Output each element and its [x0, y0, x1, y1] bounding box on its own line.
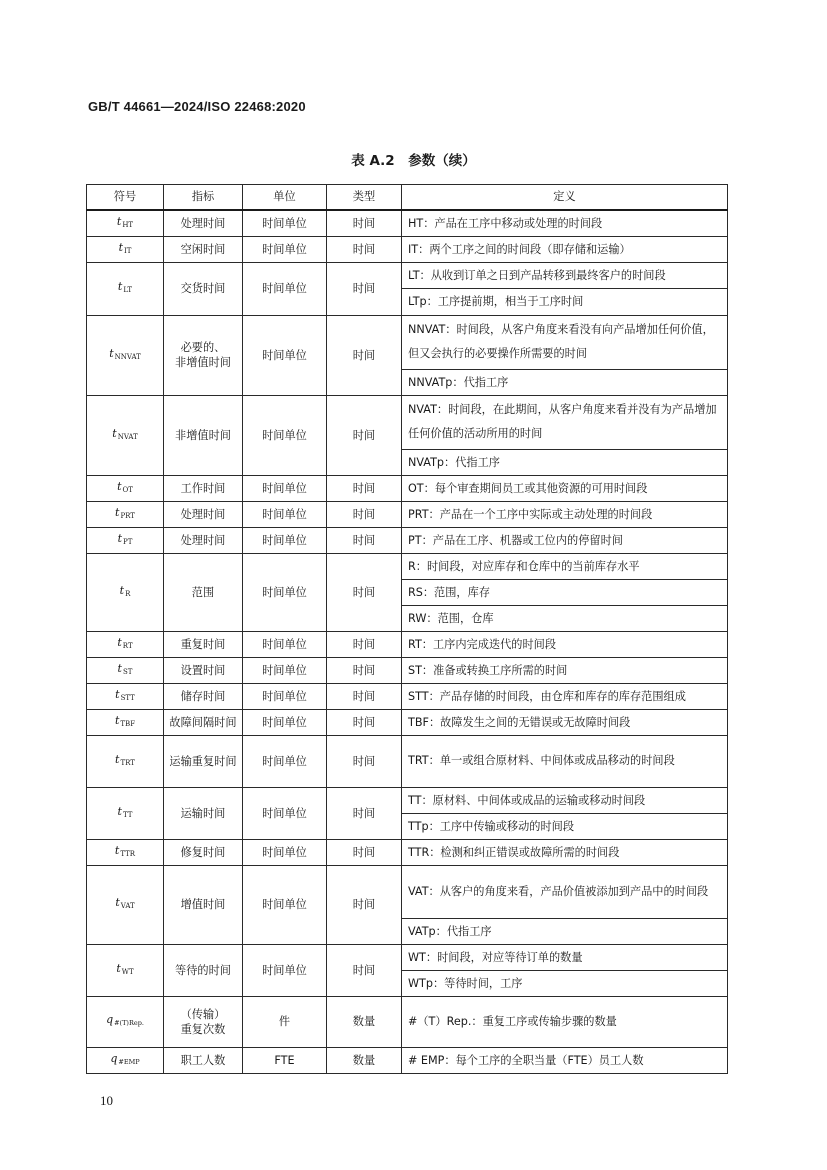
table-row [87, 553, 728, 579]
unit-cell: FTE [243, 1047, 327, 1073]
symbol-subscript: PRT [120, 511, 135, 520]
unit-cell: 时间单位 [243, 553, 327, 631]
table-body [87, 210, 728, 1074]
unit-cell: 时间单位 [243, 683, 327, 709]
definition-cell: OT：每个审查期间员工或其他资源的可用时间段 [402, 475, 728, 501]
type-cell: 时间 [327, 631, 402, 657]
indicator-text: 工作时间 [180, 481, 226, 495]
symbol-base: t [115, 752, 120, 766]
symbol-cell [87, 395, 164, 475]
indicator-cell [164, 395, 243, 475]
symbol-cell [87, 709, 164, 735]
type-cell: 时间 [327, 210, 402, 237]
definition-cell: VATp：代指工序 [402, 918, 728, 944]
definition-cell: WTp：等待时间，工序 [402, 970, 728, 996]
symbol-subscript: PT [123, 537, 133, 546]
indicator-text: 重复时间 [180, 637, 226, 651]
indicator-cell [164, 501, 243, 527]
indicator-text: 必要的、 非增值时间 [175, 341, 231, 369]
type-cell: 时间 [327, 787, 402, 839]
indicator-cell [164, 735, 243, 787]
definition-cell: RW：范围，仓库 [402, 605, 728, 631]
definition-cell: WT：时间段，对应等待订单的数量 [402, 944, 728, 970]
definition-cell: R：时间段，对应库存和仓库中的当前库存水平 [402, 553, 728, 579]
symbol-cell [87, 735, 164, 787]
definition-cell: RT：工序内完成迭代的时间段 [402, 631, 728, 657]
type-cell: 数量 [327, 996, 402, 1047]
table-row [87, 236, 728, 262]
unit-cell: 时间单位 [243, 475, 327, 501]
definition-cell: STT：产品存储的时间段，由仓库和库存的库存范围组成 [402, 683, 728, 709]
unit-cell: 时间单位 [243, 501, 327, 527]
indicator-text: 处理时间 [180, 216, 226, 230]
definition-cell: # EMP：每个工序的全职当量（FTE）员工人数 [402, 1047, 728, 1073]
table-row [87, 631, 728, 657]
definition-cell: NVATp：代指工序 [402, 449, 728, 475]
table-row [87, 787, 728, 813]
symbol-cell [87, 501, 164, 527]
type-cell: 时间 [327, 865, 402, 944]
unit-cell: 时间单位 [243, 839, 327, 865]
indicator-cell [164, 475, 243, 501]
unit-cell: 时间单位 [243, 709, 327, 735]
indicator-cell [164, 683, 243, 709]
indicator-text: 处理时间 [180, 533, 226, 547]
type-cell: 时间 [327, 709, 402, 735]
type-cell: 时间 [327, 735, 402, 787]
definition-cell: HT：产品在工序中移动或处理的时间段 [402, 210, 728, 237]
symbol-subscript: STT [120, 693, 135, 702]
symbol-base: t [119, 583, 125, 597]
indicator-cell [164, 839, 243, 865]
indicator-text: （传输） 重复次数 [180, 1007, 226, 1036]
symbol-cell [87, 553, 164, 631]
table-row [87, 865, 728, 918]
table-row [87, 395, 728, 449]
definition-cell: VAT：从客户的角度来看，产品价值被添加到产品中的时间段 [402, 865, 728, 918]
unit-cell: 时间单位 [243, 210, 327, 237]
symbol-base: t [114, 843, 120, 857]
indicator-text: 职工人数 [180, 1053, 226, 1067]
symbol-subscript: HT [122, 220, 134, 229]
table-row [87, 839, 728, 865]
symbol-subscript: NNVAT [114, 352, 141, 361]
table-header-row [87, 185, 728, 210]
indicator-cell [164, 1047, 243, 1073]
symbol-cell [87, 996, 164, 1047]
type-cell: 数量 [327, 1047, 402, 1073]
indicator-cell [164, 262, 243, 315]
table-row [87, 657, 728, 683]
table-row [87, 709, 728, 735]
symbol-base: t [117, 280, 123, 293]
indicator-cell [164, 631, 243, 657]
indicator-cell [164, 236, 243, 262]
definition-cell: NNVAT：时间段，从客户角度来看没有向产品增加任何价值，但又会执行的必要操作所需要的时间 [402, 315, 728, 369]
symbol-subscript: WT [121, 967, 134, 976]
definition-cell: PT：产品在工序、机器或工位内的停留时间 [402, 527, 728, 553]
standard-code-header: GB/T 44661—2024/ISO 22468:2020 [88, 99, 306, 114]
indicator-cell [164, 944, 243, 996]
symbol-cell [87, 315, 164, 395]
indicator-text: 范围 [191, 585, 215, 599]
definition-cell: TT：原材料、中间体或成品的运输或移动时间段 [402, 787, 728, 813]
indicator-cell [164, 865, 243, 944]
symbol-subscript: IT [123, 246, 132, 255]
indicator-text: 设置时间 [180, 663, 226, 677]
type-cell: 时间 [327, 501, 402, 527]
indicator-text: 修复时间 [180, 845, 226, 859]
indicator-cell [164, 553, 243, 631]
indicator-cell [164, 210, 243, 237]
symbol-base: t [117, 479, 122, 493]
unit-cell: 时间单位 [243, 236, 327, 262]
unit-cell: 时间单位 [243, 865, 327, 944]
indicator-text: 增值时间 [180, 898, 226, 911]
symbol-cell [87, 839, 164, 865]
table-row [87, 501, 728, 527]
indicator-text: 运输重复时间 [169, 754, 237, 768]
type-cell: 时间 [327, 839, 402, 865]
symbol-subscript: NVAT [117, 432, 138, 441]
symbol-subscript: #(T)Rep. [114, 1019, 144, 1027]
table-row [87, 210, 728, 237]
indicator-text: 储存时间 [180, 689, 226, 703]
symbol-base: t [114, 713, 120, 727]
indicator-cell [164, 996, 243, 1047]
symbol-subscript: TBF [120, 719, 136, 728]
unit-cell: 时间单位 [243, 735, 327, 787]
table-row [87, 262, 728, 288]
symbol-subscript: LT [123, 286, 133, 294]
table-row [87, 735, 728, 787]
symbol-cell [87, 865, 164, 944]
symbol-cell [87, 631, 164, 657]
indicator-text: 等待的时间 [175, 963, 231, 977]
symbol-base: t [109, 346, 114, 360]
symbol-subscript: TTR [120, 849, 136, 858]
type-cell: 时间 [327, 475, 402, 501]
unit-cell: 时间单位 [243, 787, 327, 839]
symbol-cell [87, 657, 164, 683]
type-cell: 时间 [327, 527, 402, 553]
unit-cell: 时间单位 [243, 944, 327, 996]
definition-cell: NNVATp：代指工序 [402, 369, 728, 395]
symbol-subscript: ST [122, 667, 133, 676]
definition-cell: TTp：工序中传输或移动的时间段 [402, 813, 728, 839]
type-cell: 时间 [327, 315, 402, 395]
symbol-base: t [115, 505, 120, 519]
definition-cell: TBF：故障发生之间的无错误或无故障时间段 [402, 709, 728, 735]
symbol-base: t [117, 635, 122, 649]
unit-cell: 时间单位 [243, 262, 327, 315]
symbol-cell [87, 262, 164, 315]
type-cell: 时间 [327, 944, 402, 996]
column-header-type: 类型 [327, 185, 402, 210]
symbol-base: t [117, 661, 122, 675]
definition-cell: TTR：检测和纠正错误或故障所需的时间段 [402, 839, 728, 865]
symbol-cell [87, 236, 164, 262]
symbol-cell [87, 683, 164, 709]
symbol-cell [87, 475, 164, 501]
table-title: 表 A.2 参数（续） [351, 153, 476, 169]
definition-cell: #（T）Rep.：重复工序或传输步骤的数量 [402, 996, 728, 1047]
table-row [87, 1047, 728, 1073]
symbol-cell [87, 787, 164, 839]
indicator-cell [164, 315, 243, 395]
type-cell: 时间 [327, 236, 402, 262]
symbol-base: t [116, 961, 121, 975]
unit-cell: 时间单位 [243, 315, 327, 395]
type-cell: 时间 [327, 262, 402, 315]
table-row [87, 944, 728, 970]
indicator-text: 处理时间 [180, 507, 226, 521]
type-cell: 时间 [327, 657, 402, 683]
type-cell: 时间 [327, 553, 402, 631]
indicator-cell [164, 527, 243, 553]
symbol-base: t [116, 214, 122, 228]
indicator-text: 故障间隔时间 [169, 715, 237, 729]
table-row [87, 683, 728, 709]
indicator-text: 交货时间 [180, 282, 226, 295]
column-header-definition: 定义 [402, 185, 728, 210]
symbol-base: t [115, 687, 120, 701]
symbol-base: t [117, 531, 123, 545]
symbol-cell [87, 944, 164, 996]
indicator-cell [164, 709, 243, 735]
symbol-base: q [106, 1013, 114, 1026]
definition-cell: RS：范围，库存 [402, 579, 728, 605]
table-row [87, 996, 728, 1047]
definition-cell: LT：从收到订单之日到产品转移到最终客户的时间段 [402, 262, 728, 288]
parameters-table [86, 184, 728, 1074]
type-cell: 时间 [327, 395, 402, 475]
table-row [87, 315, 728, 369]
symbol-subscript: OT [122, 485, 133, 494]
indicator-text: 运输时间 [180, 806, 226, 820]
definition-cell: NVAT：时间段，在此期间，从客户角度来看并没有为产品增加任何价值的活动所用的时间 [402, 395, 728, 449]
unit-cell: 时间单位 [243, 527, 327, 553]
symbol-base: t [115, 896, 120, 909]
indicator-text: 非增值时间 [175, 428, 231, 442]
symbol-base: q [110, 1051, 118, 1065]
unit-cell: 时间单位 [243, 395, 327, 475]
symbol-subscript: TT [122, 810, 133, 819]
symbol-base: t [117, 804, 122, 818]
indicator-cell [164, 787, 243, 839]
symbol-base: t [112, 426, 117, 440]
table-row [87, 527, 728, 553]
definition-cell: ST：准备或转换工序所需的时间 [402, 657, 728, 683]
symbol-cell [87, 1047, 164, 1073]
type-cell: 时间 [327, 683, 402, 709]
definition-cell: IT：两个工序之间的时间段（即存储和运输） [402, 236, 728, 262]
symbol-subscript: VAT [120, 902, 135, 910]
indicator-cell [164, 657, 243, 683]
definition-cell: LTp：工序提前期，相当于工序时间 [402, 288, 728, 315]
indicator-text: 空闲时间 [180, 242, 226, 256]
symbol-subscript: #EMP [118, 1057, 140, 1066]
table-row [87, 475, 728, 501]
unit-cell: 时间单位 [243, 657, 327, 683]
symbol-subscript: RT [122, 641, 133, 650]
page-number: 10 [100, 1093, 113, 1108]
definition-cell: TRT：单一或组合原材料、中间体或成品移动的时间段 [402, 735, 728, 787]
symbol-cell [87, 210, 164, 237]
symbol-cell [87, 527, 164, 553]
symbol-subscript: TRT [120, 758, 135, 767]
column-header-unit: 单位 [243, 185, 327, 210]
definition-cell: PRT：产品在一个工序中实际或主动处理的时间段 [402, 501, 728, 527]
symbol-base: t [118, 240, 123, 254]
symbol-subscript: R [125, 589, 131, 598]
unit-cell: 件 [243, 996, 327, 1047]
column-header-symbol: 符号 [87, 185, 164, 210]
column-header-indicator: 指标 [164, 185, 243, 210]
unit-cell: 时间单位 [243, 631, 327, 657]
